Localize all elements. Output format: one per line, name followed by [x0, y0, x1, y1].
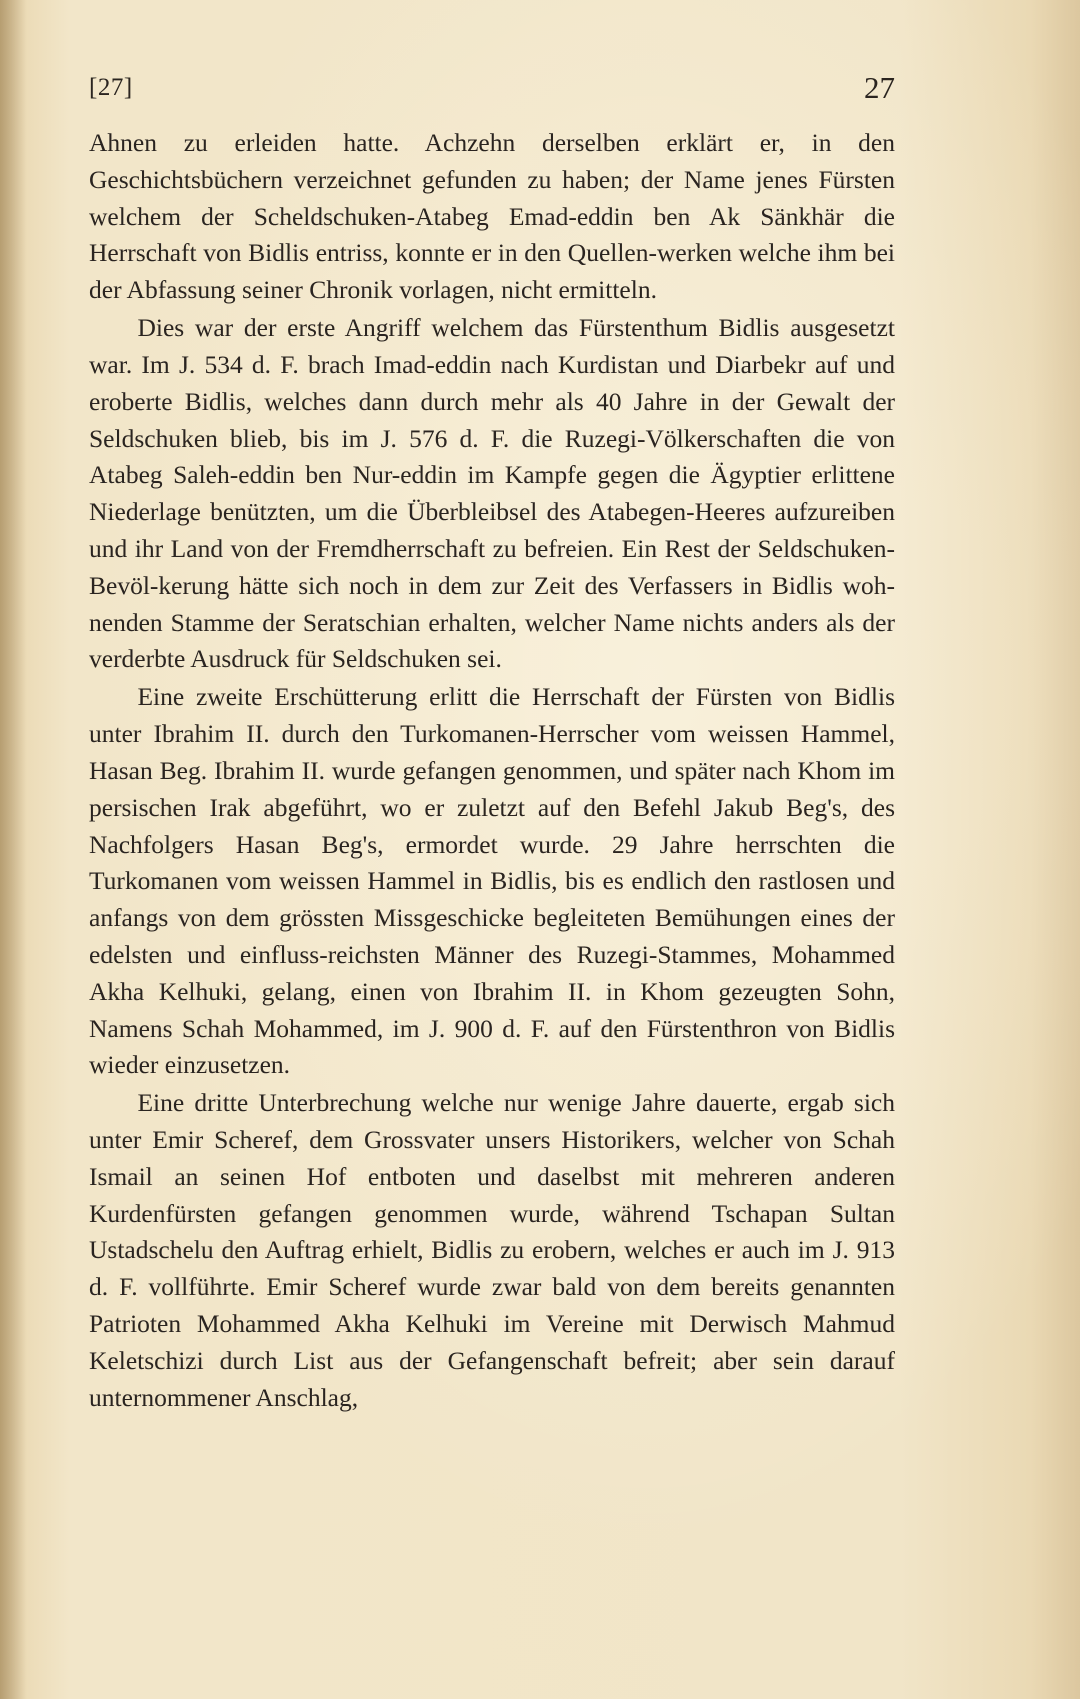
paragraph-1: Ahnen zu erleiden hatte. Achzehn derselben erklärt er, in den Geschichtsbüchern verzeichnet gefunden zu haben; der Name jenes Fürsten welchem der Scheldschuken-Atabeg Emad-eddin ben Ak Sänkhär die Herrschaft von Bidlis entriss, konnte er in den Quellen-werken welche ihm bei der Abfassung seiner Chronik vorlagen, nicht ermitteln.	[89, 128, 895, 305]
body-text	[89, 125, 895, 1416]
paragraph-3: Eine zweite Erschütterung erlitt die Herrschaft der Fürsten von Bidlis unter Ibrahim II. durch den Turkomanen-Herrscher vom weissen Hammel, Hasan Beg. Ibrahim II. wurde gefangen genommen, und später nach Khom im persischen Irak abgeführt, wo er zuletzt auf den Befehl Jakub Beg's, des Nachfolgers Hasan Beg's, ermordet wurde. 29 Jahre herrschten die Turkomanen vom weissen Hammel in Bidlis, bis es endlich den rastlosen und anfangs von dem grössten Missgeschicke begleiteten Bemühungen eines der edelsten und einfluss-reichsten Männer des Ruzegi-Stammes, Mohammed Akha Kelhuki, gelang, einen von Ibrahim II. in Khom gezeugten Sohn, Namens Schah Mohammed, im J. 900 d. F. auf den Fürstenthron von Bidlis wieder einzusetzen.	[89, 682, 895, 1080]
paragraph-2: Dies war der erste Angriff welchem das Fürstenthum Bidlis ausgesetzt war. Im J. 534 d. F. brach Imad-eddin nach Kurdistan und Diarbekr auf und eroberte Bidlis, welches dann durch mehr als 40 Jahre in der Gewalt der Seldschuken blieb, bis im J. 576 d. F. die Ruzegi-Völkerschaften die von Atabeg Saleh-eddin ben Nur-eddin im Kampfe gegen die Ägyptier erlittene Niederlage benützten, um die Überbleibsel des Atabegen-Heeres aufzureiben und ihr Land von der Fremdherrschaft zu befreien. Ein Rest der Seldschuken-Bevöl-kerung hätte sich noch in dem zur Zeit des Verfassers in Bidlis woh-nenden Stamme der Seratschian erhalten, welcher Name nichts anders als der verderbte Ausdruck für Seldschuken sei.	[89, 313, 895, 674]
paragraph-4: Eine dritte Unterbrechung welche nur wenige Jahre dauerte, ergab sich unter Emir Scheref, dem Grossvater unsers Historikers, welcher von Schah Ismail an seinen Hof entboten und daselbst mit mehreren anderen Kurdenfürsten gefangen genommen wurde, während Tschapan Sultan Ustadschelu den Auftrag erhielt, Bidlis zu erobern, welches er auch im J. 913 d. F. vollführte. Emir Scheref wurde zwar bald von dem bereits genannten Patrioten Mohammed Akha Kelhuki im Vereine mit Derwisch Mahmud Keletschizi durch List aus der Gefangenschaft befreit; aber sein darauf unternommener Anschlag,	[89, 1088, 895, 1412]
page-reference: [27]	[89, 74, 133, 101]
spine-shadow	[0, 0, 26, 1699]
page-number: 27	[864, 70, 895, 105]
page-header	[89, 70, 895, 114]
